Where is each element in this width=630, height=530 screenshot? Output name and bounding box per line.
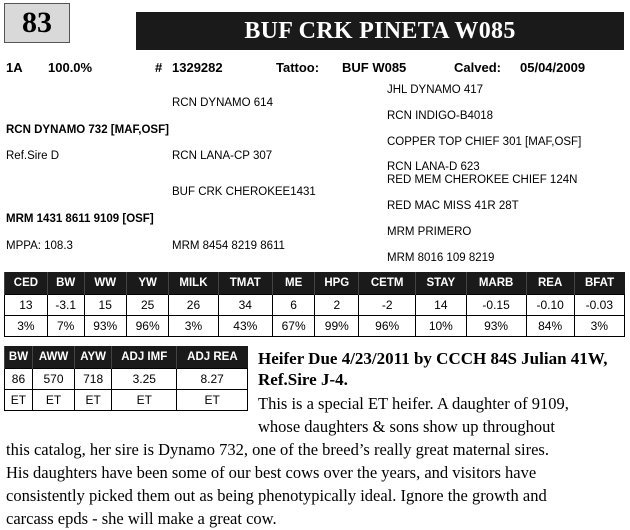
epd-header: HPG (315, 272, 359, 295)
actual-value: 86 (5, 369, 33, 390)
epd-percentile: 93% (84, 316, 126, 337)
description-line: whose daughters & sons show up throughout (258, 417, 555, 436)
epd-percentile: 99% (315, 316, 359, 337)
lot-number: 83 (4, 3, 70, 43)
epd-percentile: 7% (47, 316, 84, 337)
calved-date: 05/04/2009 (520, 60, 586, 75)
actual-ratio: ET (112, 390, 177, 411)
tattoo-label: Tattoo: (276, 60, 320, 75)
description-line: This is a special ET heifer. A daughter of 9109, (258, 394, 569, 413)
epd-percentile: 67% (272, 316, 314, 337)
pedigree-dam-sire-sire: RED MEM CHEROKEE CHIEF 124N (387, 174, 578, 186)
actual-header: ADJ REA (177, 346, 248, 369)
pedigree-dam-sire-dam: RED MAC MISS 41R 28T (387, 200, 519, 212)
epd-percentile: 96% (126, 316, 168, 337)
actual-value: 570 (32, 369, 74, 390)
pedigree-sire-dam-sire: COPPER TOP CHIEF 301 [MAF,OSF] (387, 136, 582, 148)
tattoo-value: BUF W085 (342, 60, 407, 75)
epd-value: 6 (272, 295, 314, 316)
actual-value: 3.25 (112, 369, 177, 390)
actual-ratio-row (5, 390, 248, 411)
epd-percentile: 3% (5, 316, 48, 337)
calved-label: Calved: (454, 60, 501, 75)
epd-header: BW (47, 272, 84, 295)
epd-value: -0.10 (526, 295, 574, 316)
registration-number: 1329282 (172, 60, 223, 75)
actual-ratio: ET (5, 390, 33, 411)
description-line: this catalog, her sire is Dynamo 732, one of the breed’s really great maternal sires. (6, 440, 549, 459)
description-line: His daughters have been some of our best cows over the years, and visitors have (6, 463, 537, 482)
actual-ratio: ET (75, 390, 112, 411)
actual-data-table (4, 346, 248, 411)
epd-header-row (5, 272, 625, 295)
actual-ratio: ET (177, 390, 248, 411)
actual-header: AYW (75, 346, 112, 369)
epd-header: REA (526, 272, 574, 295)
epd-percentile: 96% (359, 316, 416, 337)
actual-header-row (5, 346, 248, 369)
epd-header: ME (272, 272, 314, 295)
pedigree-sire-sire-dam: RCN INDIGO-B4018 (387, 110, 494, 122)
epd-percentile: 43% (218, 316, 272, 337)
epd-value: -0.03 (574, 295, 624, 316)
actual-header: BW (5, 346, 33, 369)
epd-value: 15 (84, 295, 126, 316)
epd-value-row (5, 295, 625, 316)
epd-header: MARB (466, 272, 526, 295)
epd-header: WW (84, 272, 126, 295)
pedigree-sire-sire-sire: JHL DYNAMO 417 (387, 84, 484, 96)
pedigree-sire: RCN DYNAMO 732 [MAF,OSF] (6, 124, 169, 136)
description-line: consistently picked them out as being phenotypically ideal. Ignore the growth and (6, 486, 547, 505)
epd-value: 25 (126, 295, 168, 316)
epd-header: MILK (169, 272, 218, 295)
epd-table (4, 272, 625, 337)
epd-header: CED (5, 272, 48, 295)
actual-header: AWW (32, 346, 74, 369)
actual-header: ADJ IMF (112, 346, 177, 369)
pedigree-dam-dam: MRM 8454 8219 8611 (172, 240, 285, 252)
epd-value: 13 (5, 295, 48, 316)
pedigree-dam-mppa: MPPA: 108.3 (6, 240, 73, 252)
epd-percentile: 3% (169, 316, 218, 337)
pedigree-sire-sire: RCN DYNAMO 614 (172, 97, 273, 109)
registration-label: # (155, 60, 163, 75)
pedigree-sire-reference: Ref.Sire D (6, 150, 60, 162)
actual-value: 8.27 (177, 369, 248, 390)
pedigree-sire-dam-dam: RCN LANA-D 623 (387, 161, 480, 173)
epd-value: -0.15 (466, 295, 526, 316)
group-code: 1A (6, 60, 23, 75)
pedigree-dam-sire: BUF CRK CHEROKEE1431 (172, 186, 316, 198)
epd-percentile: 84% (526, 316, 574, 337)
epd-value: 2 (315, 295, 359, 316)
epd-header: CETM (359, 272, 416, 295)
epd-value: -3.1 (47, 295, 84, 316)
epd-header: TMAT (218, 272, 272, 295)
percent-value: 100.0% (48, 60, 93, 75)
actual-value-row (5, 369, 248, 390)
pedigree-dam-dam-dam: MRM 8016 109 8219 (387, 252, 495, 264)
epd-value: 26 (169, 295, 218, 316)
actual-value: 718 (75, 369, 112, 390)
epd-percentile: 10% (416, 316, 466, 337)
epd-value: 14 (416, 295, 466, 316)
epd-header: STAY (416, 272, 466, 295)
epd-percentile: 3% (574, 316, 624, 337)
pedigree-dam: MRM 1431 8611 9109 [OSF] (6, 213, 154, 225)
pedigree-sire-dam: RCN LANA-CP 307 (172, 150, 273, 162)
description-line: carcass epds - she will make a great cow. (6, 509, 277, 528)
epd-header: BFAT (574, 272, 624, 295)
epd-percentile: 93% (466, 316, 526, 337)
epd-percentile-row (5, 316, 625, 337)
epd-value: 34 (218, 295, 272, 316)
pedigree-dam-dam-sire: MRM PRIMERO (387, 226, 472, 238)
breeding-headline: Heifer Due 4/23/2011 by CCCH 84S Julian 41W, Ref.Sire J-4. (258, 349, 608, 389)
animal-name: BUF CRK PINETA W085 (136, 12, 624, 50)
actual-ratio: ET (32, 390, 74, 411)
epd-header: YW (126, 272, 168, 295)
epd-value: -2 (359, 295, 416, 316)
